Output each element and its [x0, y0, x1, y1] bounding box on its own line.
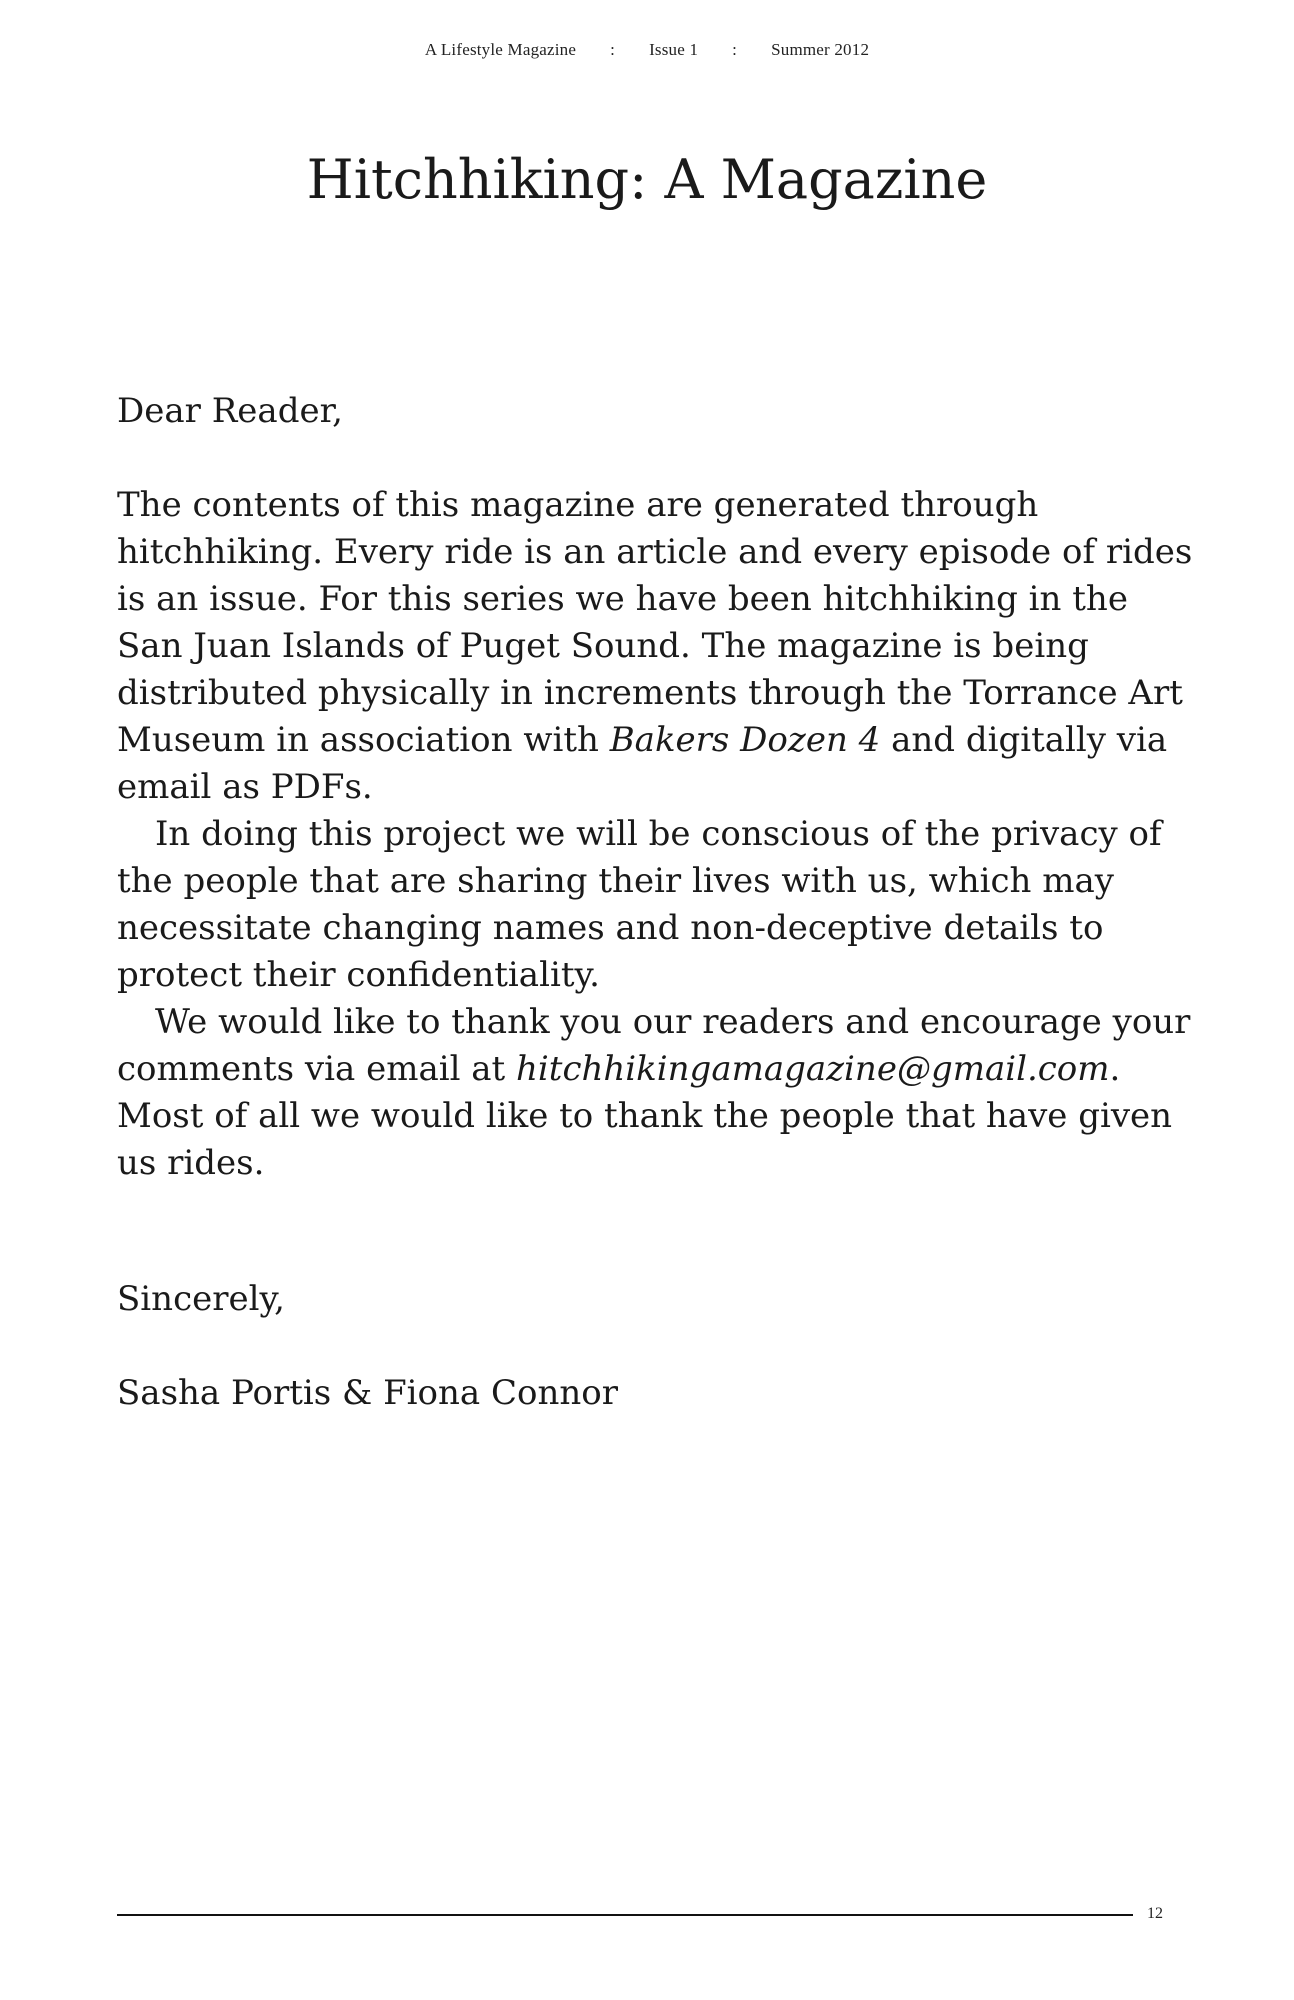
letter-paragraph-3 [117, 999, 1197, 1187]
page-number: 12 [1147, 1905, 1163, 1922]
issue-season: Summer 2012 [771, 40, 870, 59]
exhibition-title: Bakers Dozen 4 [609, 720, 881, 760]
issue-number: Issue 1 [649, 40, 699, 59]
paragraph-text: . Most of all we would like to thank the people that have given us rides. [117, 1049, 1173, 1183]
letter-body [117, 388, 1197, 1187]
paragraph-text: The contents of this magazine are generated through hitchhiking. Every ride is an article and every episode of rides is an issue. For this series we have been hitchhiking in the San Juan Islands of Puget Sound. The magazine is being distributed physically in increments through the Torrance Art Museum in association with [117, 485, 1193, 760]
letter-paragraph-1 [117, 482, 1197, 811]
closing: Sincerely, [117, 1279, 285, 1319]
salutation: Dear Reader, [117, 391, 343, 431]
page-title: Hitchhiking: A Magazine [306, 148, 988, 211]
header-separator: : [732, 40, 738, 59]
header-separator: : [610, 40, 616, 59]
signature: Sasha Portis & Fiona Connor [117, 1373, 618, 1413]
publication-name: A Lifestyle Magazine [424, 40, 577, 59]
running-header [0, 40, 1294, 60]
letter-paragraph-2: In doing this project we will be conscious of the privacy of the people that are sharing their lives with us, which may necessitate changing names and non-deceptive details to protect their confidentiality. [117, 814, 1162, 995]
footer-rule [117, 1914, 1133, 1916]
contact-email: hitchhikingamagazine@gmail.com [516, 1049, 1110, 1089]
paragraph-text: We would like to thank you our readers and encourage your comments via email at [117, 1002, 1191, 1089]
paragraph-text: and digitally via email as PDFs. [117, 720, 1168, 807]
